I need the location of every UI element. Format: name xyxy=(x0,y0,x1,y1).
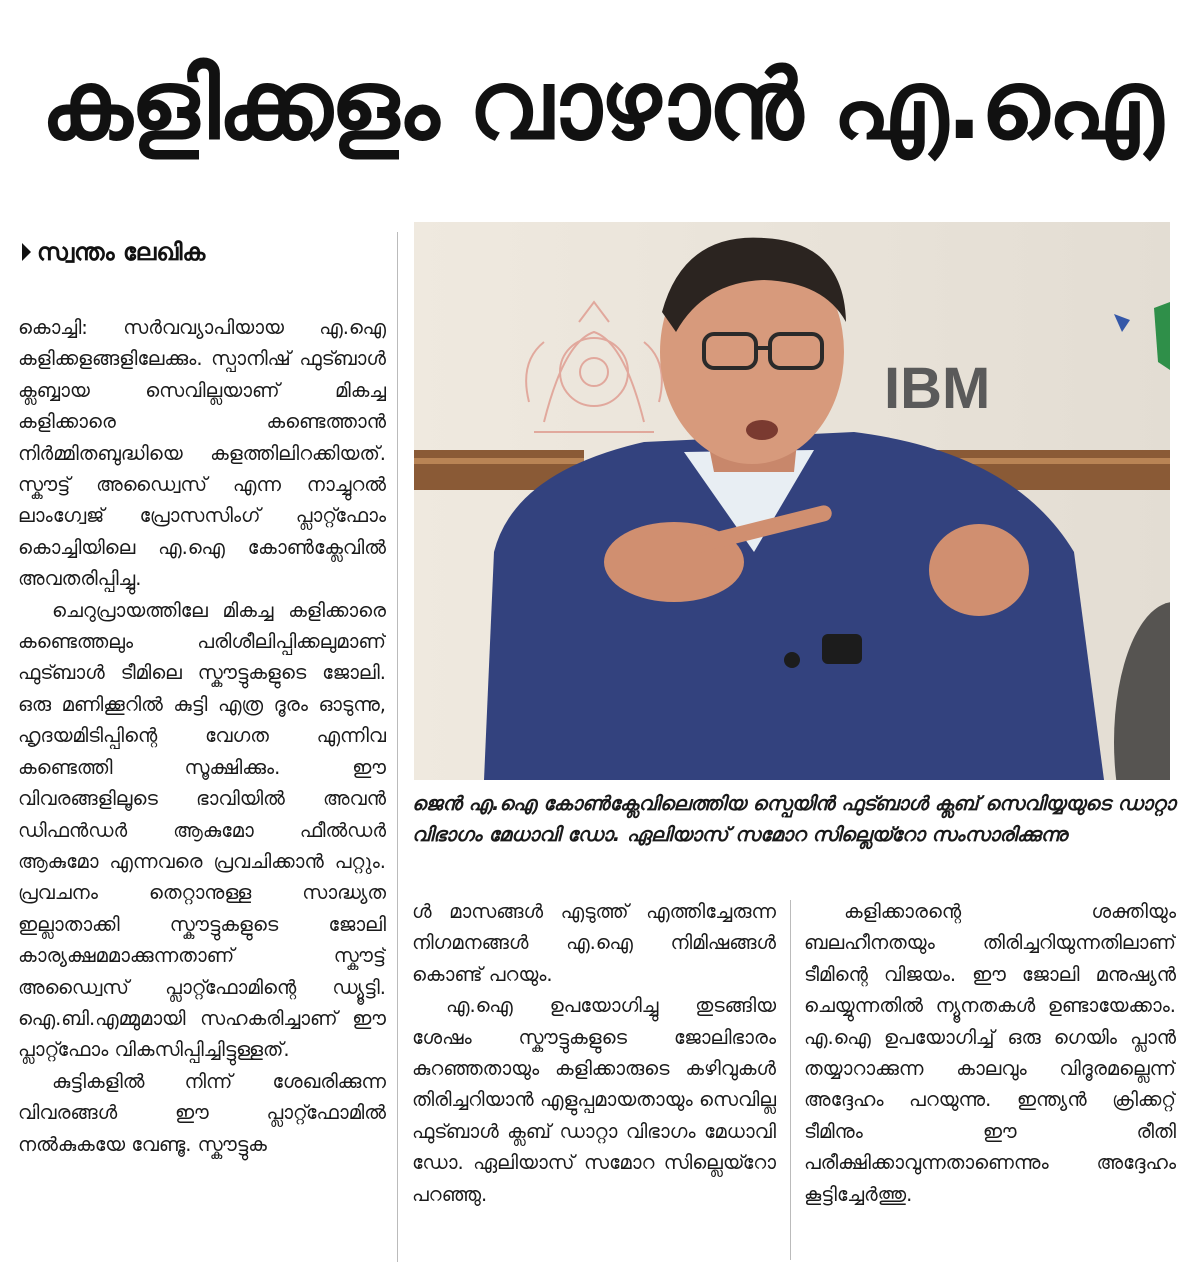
column-divider xyxy=(397,232,398,1262)
col1-paragraph-3: കുട്ടികളിൽ നിന്ന് ശേഖരിക്കുന്ന വിവരങ്ങൾ ഈ പ്ലാറ്റ്ഫോമിൽ നൽകുകയേ വേണ്ടൂ. സ്കൗട്ടുക xyxy=(18,1069,386,1156)
backdrop-logo-text: IBM xyxy=(884,356,991,421)
article-column-2 xyxy=(412,896,776,1256)
article-photo xyxy=(414,222,1170,780)
col2-paragraph-2: എ.ഐ ഉപയോഗിച്ചു തുടങ്ങിയ ശേഷം സ്കൗട്ടുകളുടെ ജോലിഭാരം കുറഞ്ഞതായും കളിക്കാരുടെ കഴിവുകൾ തിരിച്ചറിയാൻ എളുപ്പമായതായും സെവില്ല ഫുട്ബാൾ ക്ലബ് ഡാറ്റാ വിഭാഗം മേധാവി ഡോ. ഏലിയാസ് സമോറ സില്ലെയ്റോ പറഞ്ഞു. xyxy=(412,994,776,1206)
article-column-1 xyxy=(18,312,386,1262)
speaker-photo-illustration xyxy=(414,222,1170,780)
lapel-microphone-icon xyxy=(822,634,862,664)
col2-paragraph-1: ൾ മാസങ്ങൾ എടുത്ത് എത്തിച്ചേരുന്ന നിഗമനങ്ങൾ എ.ഐ നിമിഷങ്ങൾ കൊണ്ട് പറയും. xyxy=(412,900,776,986)
speaker-hand-right xyxy=(929,524,1029,616)
col3-paragraph-1: കളിക്കാരന്റെ ശക്തിയും ബലഹീനതയും തിരിച്ചറിയുന്നതിലാണ് ടീമിന്റെ വിജയം. ഈ ജോലി മനുഷ്യൻ ചെയ്യുന്നതിൽ ന്യൂനതകൾ ഉണ്ടായേക്കാം. എ.ഐ ഉപയോഗിച്ച് ഒരു ഗെയിം പ്ലാൻ തയ്യാറാക്കുന്ന കാലവും വിദൂരമല്ലെന്ന് അദ്ദേഹം പറയുന്നു. ഇന്ത്യൻ ക്രിക്കറ്റ് ടീമിനും ഈ രീതി പരീക്ഷിക്കാവുന്നതാണെന്നും അദ്ദേഹം കൂട്ടിച്ചേർത്തു. xyxy=(804,900,1176,1206)
article-column-3 xyxy=(804,896,1176,1256)
col1-paragraph-2: ചെറുപ്രായത്തിലേ മികച്ച കളിക്കാരെ കണ്ടെത്തലും പരിശീലിപ്പിക്കലുമാണ് ഫുട്ബാൾ ടീമിലെ സ്കൗട്ടുകളുടെ ജോലി. ഒരു മണിക്കൂറിൽ കുട്ടി എത്ര ദൂരം ഓടുന്നു, ഹൃദയമിടിപ്പിന്റെ വേഗത എന്നിവ കണ്ടെത്തി സൂക്ഷിക്കും. ഈ വിവരങ്ങളിലൂടെ ഭാവിയിൽ അവൻ ഡിഫൻഡർ ആകുമോ ഫീൽഡർ ആകുമോ എന്നവരെ പ്രവചിക്കാൻ പറ്റും. പ്രവചനം തെറ്റാനുള്ള സാദ്ധ്യത ഇല്ലാതാക്കി സ്കൗട്ടുകളുടെ ജോലി കാര്യക്ഷമമാക്കുന്നതാണ് സ്കൗട്ട് അഡ്വൈസ് പ്ലാറ്റ്ഫോമിന്റെ ഡ്യൂട്ടി. ഐ.ബി.എമ്മുമായി സഹകരിച്ചാണ് ഈ പ്ലാറ്റ്ഫോം വികസിപ്പിച്ചിട്ടുള്ളത്. xyxy=(18,598,386,1062)
headline: കളിക്കളം വാഴാൻ എ.ഐ xyxy=(40,49,1162,161)
byline-marker-icon xyxy=(22,243,31,261)
byline xyxy=(22,238,205,266)
photo-caption: ജെൻ എ.ഐ കോൺക്ലേവിലെത്തിയ സ്പെയിൻ ഫുട്ബാൾ ക്ലബ് സെവിയ്യയുടെ ഡാറ്റാ വിഭാഗം മേധാവി ഡോ. ഏലിയാസ് സമോറ സില്ലെയ്റോ സംസാരിക്കുന്നു xyxy=(412,792,1176,846)
byline-text: സ്വന്തം ലേഖിക xyxy=(37,238,206,266)
col1-paragraph-1: കൊച്ചി: സർവവ്യാപിയായ എ.ഐ കളിക്കളങ്ങളിലേക്കും. സ്പാനിഷ് ഫുട്ബാൾ ക്ലബ്ബായ സെവില്ലയാണ് മികച്ച കളിക്കാരെ കണ്ടെത്താൻ നിർമ്മിതബുദ്ധിയെ കളത്തിലിറക്കിയത്. സ്കൗട്ട് അഡ്വൈസ് എന്ന നാച്ചുറൽ ലാംഗ്വേജ് പ്രോസസിംഗ് പ്ലാറ്റ്ഫോം കൊച്ചിയിലെ എ.ഐ കോൺക്ലേവിൽ അവതരിപ്പിച്ചു. xyxy=(18,316,386,591)
column-divider xyxy=(790,900,791,1260)
